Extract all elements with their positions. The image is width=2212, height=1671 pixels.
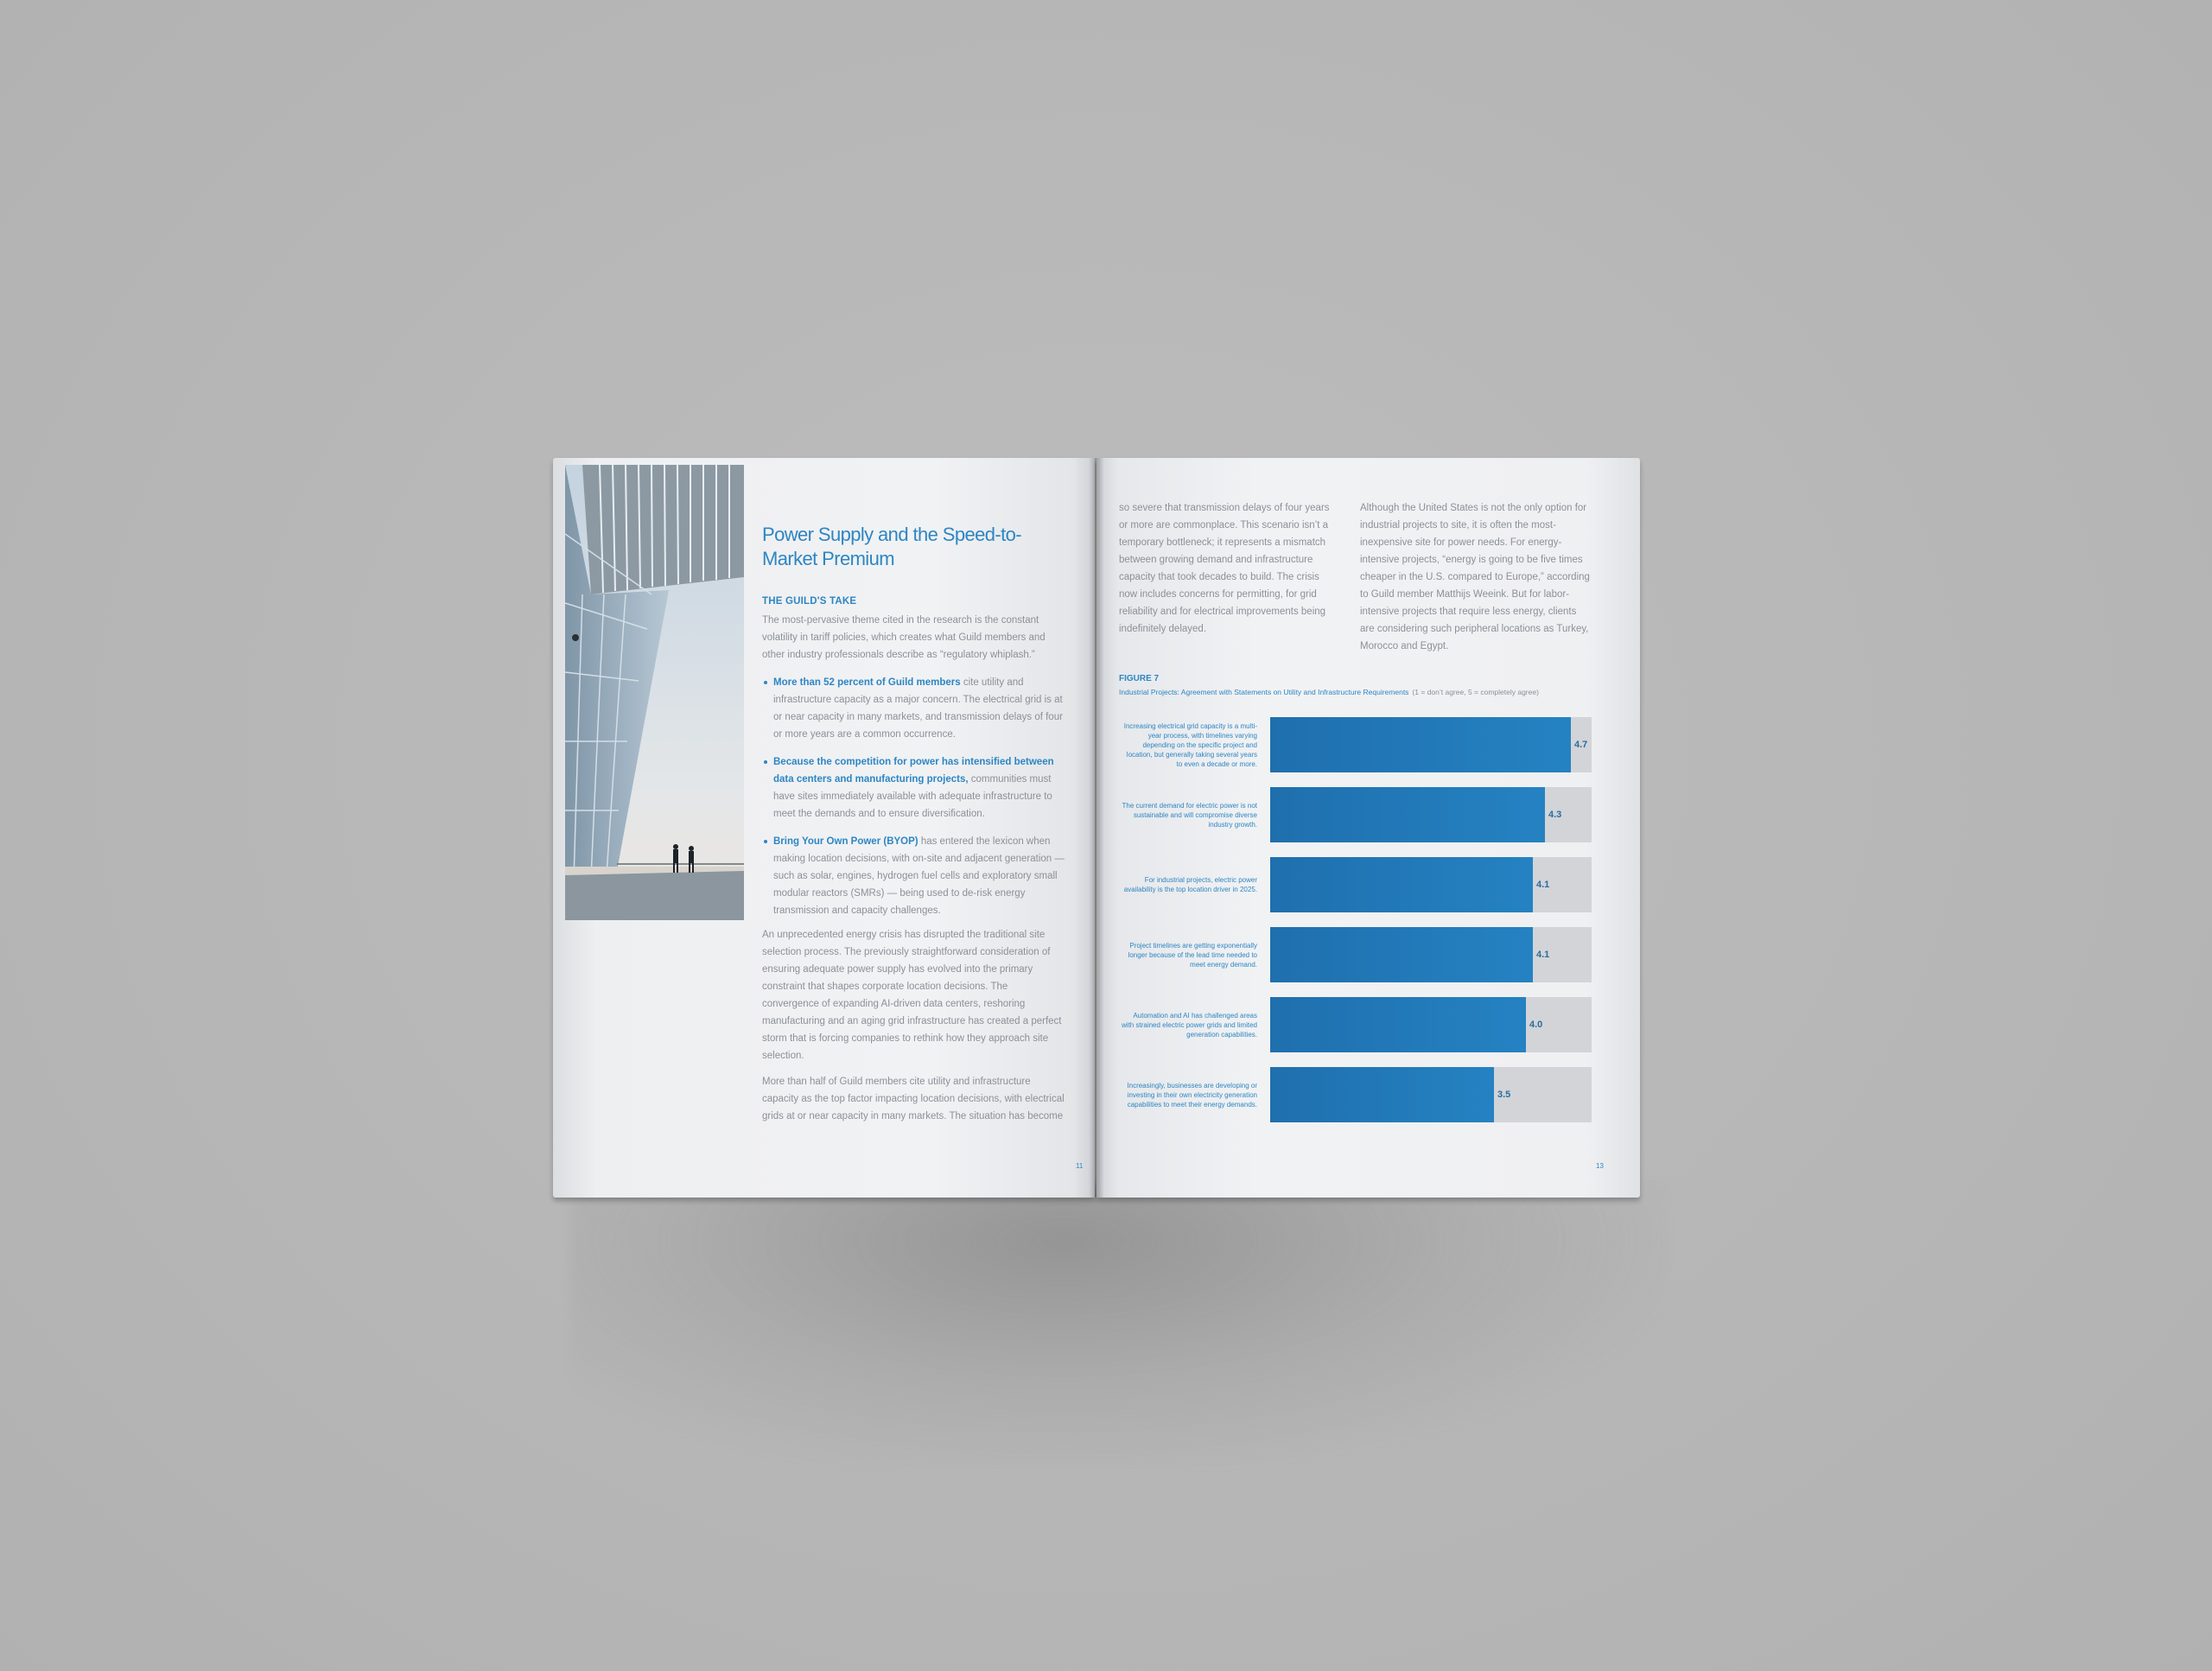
chart-value-label: 4.0 xyxy=(1529,1020,1543,1030)
page-title: Power Supply and the Speed-to-Market Premium xyxy=(762,524,1021,569)
chart-bar-track xyxy=(1270,787,1592,842)
bullet-text: has entered the lexicon when making location decisions, with on-site and adjacent generation — such as solar, engines, hydrogen fuel cells and exploratory small modular reactors (SMRs) — being used to de-risk energy transmission and capacity challenges. xyxy=(773,836,1065,916)
chart-bar-track xyxy=(1270,857,1592,912)
chart-value-label: 4.3 xyxy=(1548,810,1562,820)
left-page xyxy=(553,458,1095,1198)
figure-label: FIGURE 7 xyxy=(1119,674,1160,683)
book-shadow xyxy=(570,1184,1668,1469)
chart-row xyxy=(1119,787,1603,842)
chart-value-label: 4.1 xyxy=(1536,880,1550,890)
figure-scale-note: (1 = don’t agree, 5 = completely agree) xyxy=(1412,688,1539,696)
chart-row xyxy=(1119,927,1603,982)
bullet-item xyxy=(762,753,1065,823)
body-column-2: Although the United States is not the only option for industrial projects to site, it is often the most-inexpensive site for power needs. For energy-intensive projects, “energy is going to be five times cheaper in the U.S. compared to Europe,” according to Guild member Matthijs Weeink. But for labor-intensive projects that require less energy, clients are considering such peripheral locations as Turkey, Morocco and Egypt. xyxy=(1360,503,1590,651)
chart-value-label: 3.5 xyxy=(1497,1090,1511,1100)
chart-value-label: 4.1 xyxy=(1536,950,1550,960)
bullet-item xyxy=(762,674,1065,743)
chart-bar xyxy=(1270,787,1545,842)
figure-title-text: Industrial Projects: Agreement with Statements on Utility and Infrastructure Requirements xyxy=(1119,688,1409,696)
chart-bar xyxy=(1270,857,1533,912)
body-paragraph: More than half of Guild members cite utility and infrastructure capacity as the top factor impacting location decisions, with electrical grids at or near capacity in many markets. The situation has become xyxy=(762,1077,1065,1121)
chart-category-label: Automation and AI has challenged areas with strained electric power grids and limited generation capabilities. xyxy=(1122,1011,1257,1039)
chart-row xyxy=(1119,1067,1603,1122)
building-photo xyxy=(565,465,744,920)
chart-bar xyxy=(1270,1067,1494,1122)
open-book xyxy=(553,458,1640,1198)
chart-bar xyxy=(1270,927,1533,982)
section-label: THE GUILD'S TAKE xyxy=(762,596,857,607)
chart-bar xyxy=(1270,717,1571,772)
figure-title xyxy=(1119,688,1603,696)
chart-category-label: Increasingly, businesses are developing or investing in their own electricity generation capabilities to meet their energy demands. xyxy=(1127,1081,1257,1109)
body-paragraph: An unprecedented energy crisis has disrupted the traditional site selection process. The previously straightforward consideration of ensuring adequate power supply has evolved into the primary constraint that shapes corporate location decisions. The convergence of expanding AI-driven data centers, reshoring manufacturing and an aging grid infrastructure has created a perfect storm that is forcing companies to rethink how they approach site selection. xyxy=(762,930,1062,1061)
bullet-text: cite utility and infrastructure capacity as a major concern. The electrical grid is at or near capacity in many markets, and transmission delays of four or more years are a common occurrence. xyxy=(773,677,1063,740)
chart-row xyxy=(1119,717,1603,772)
chart-category-label: For industrial projects, electric power availability is the top location driver in 2025. xyxy=(1123,876,1257,893)
chart-category-label: Increasing electrical grid capacity is a multi-year process, with timelines varying depending on the specific project and location, but generally taking several years to even a decade or more. xyxy=(1123,721,1257,768)
chart-bar xyxy=(1270,997,1526,1052)
bullet-item xyxy=(762,833,1065,919)
right-page xyxy=(1096,458,1640,1198)
chart-row xyxy=(1119,857,1603,912)
page-number: 13 xyxy=(1596,1162,1604,1170)
agreement-bar-chart xyxy=(1119,717,1603,1140)
chart-bar-track xyxy=(1270,1067,1592,1122)
chart-category-label: The current demand for electric power is not sustainable and will compromise diverse industry growth. xyxy=(1122,801,1257,829)
bullet-highlight: Because the competition for power has intensified between data centers and manufacturing projects, xyxy=(773,757,1054,785)
intro-paragraph: The most-pervasive theme cited in the research is the constant volatility in tariff policies, which creates what Guild members and other industry professionals describe as “regulatory whiplash.” xyxy=(762,615,1046,660)
chart-bar-track xyxy=(1270,997,1592,1052)
key-points-list xyxy=(762,674,1065,930)
book-gutter xyxy=(1089,458,1104,1198)
bullet-highlight: More than 52 percent of Guild members xyxy=(773,677,961,688)
chart-row xyxy=(1119,997,1603,1052)
chart-bar-track xyxy=(1270,927,1592,982)
chart-value-label: 4.7 xyxy=(1574,740,1588,750)
bullet-highlight: Bring Your Own Power (BYOP) xyxy=(773,836,918,847)
chart-category-label: Project timelines are getting exponentially longer because of the lead time needed to meet energy demand. xyxy=(1128,941,1257,969)
body-column-1: so severe that transmission delays of four years or more are commonplace. This scenario isn’t a temporary bottleneck; it represents a mismatch between growing demand and infrastructure capacity that took decades to build. The crisis now includes concerns for permitting, for grid reliability and for electrical improvements being indefinitely delayed. xyxy=(1119,503,1330,634)
page-number: 11 xyxy=(1076,1162,1084,1170)
bullet-text: communities must have sites immediately available with adequate infrastructure to meet the demands and to ensure diversification. xyxy=(773,774,1052,819)
photo-illustration xyxy=(565,465,744,920)
chart-bar-track xyxy=(1270,717,1592,772)
